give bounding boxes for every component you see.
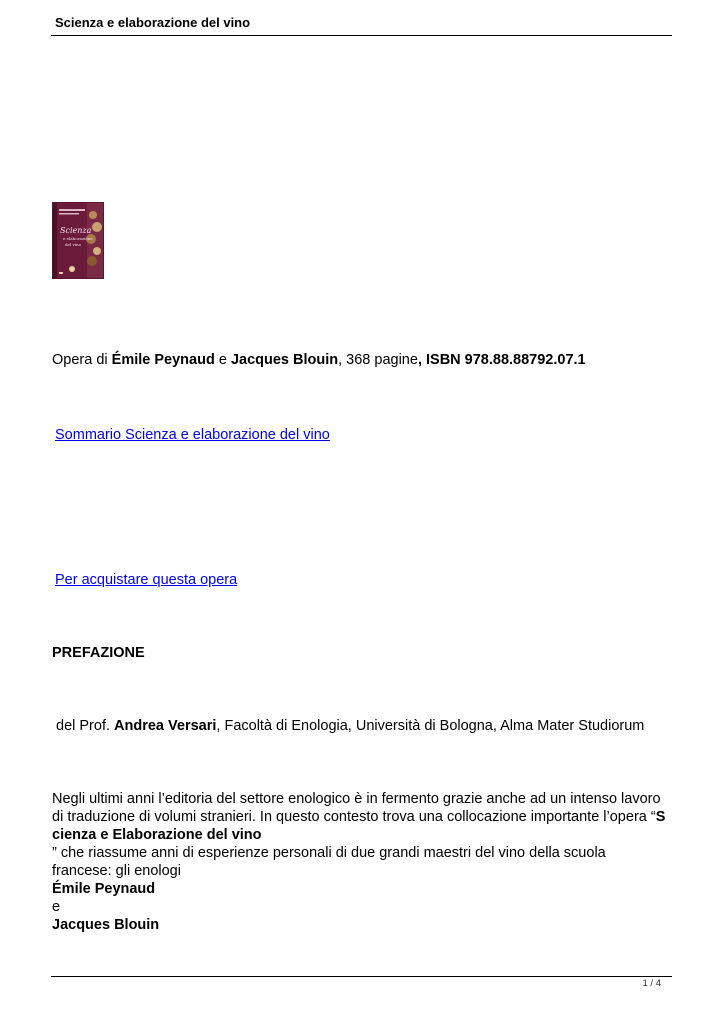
author-peynaud: Émile Peynaud	[52, 881, 156, 897]
preface-paragraph	[52, 790, 677, 934]
page-header-title: Scienza e elaborazione del vino	[55, 15, 251, 30]
preface-author-name: Andrea Versari	[114, 718, 217, 734]
book-cover-illustration	[53, 203, 103, 278]
paragraph-line	[52, 880, 677, 898]
buy-link[interactable]: Per acquistare questa opera	[55, 572, 238, 588]
svg-text:Scienza: Scienza	[60, 226, 92, 235]
isbn: , ISBN 978.88.88792.07.1	[417, 352, 586, 368]
paragraph-line: francese: gli enologi	[52, 863, 181, 879]
paragraph-line	[52, 826, 677, 844]
paragraph-line	[52, 808, 677, 826]
paragraph-line	[52, 916, 677, 934]
sommario-link[interactable]: Sommario Scienza e elaborazione del vino	[55, 427, 330, 443]
author-peynaud: Émile Peynaud	[111, 352, 215, 368]
preface-author-affiliation: , Facoltà di Enologia, Università di Bologna, Alma Mater Studiorum	[216, 718, 645, 734]
page-number: 1 / 4	[642, 978, 661, 989]
author-blouin: Jacques Blouin	[230, 352, 339, 368]
paragraph-text: di traduzione di volumi stranieri. In questo contesto trova una collocazione importante l’opera “	[52, 809, 656, 825]
paragraph-line: Negli ultimi anni l’editoria del settore enologico è in fermento grazie anche ad un intenso lavoro	[52, 791, 661, 807]
author-separator: e	[214, 352, 231, 368]
svg-text:del vino: del vino	[65, 242, 82, 247]
author-blouin: Jacques Blouin	[52, 917, 160, 933]
preface-author-prefix: del Prof.	[56, 718, 115, 734]
footer-rule	[51, 976, 672, 977]
header-rule	[51, 35, 672, 36]
paragraph-line: e	[52, 899, 61, 915]
paragraph-line: ” che riassume anni di esperienze personali di due grandi maestri del vino della scuola	[52, 845, 606, 861]
book-title-start: S	[655, 809, 666, 825]
preface-author-line	[56, 717, 644, 735]
section-heading-prefazione: PREFAZIONE	[52, 645, 145, 661]
book-cover-image	[52, 202, 104, 279]
opera-prefix: Opera di	[52, 352, 112, 368]
book-title-rest: cienza e Elaborazione del vino	[52, 827, 262, 843]
book-details-line	[52, 351, 586, 369]
svg-text:e elaborazione: e elaborazione	[63, 236, 93, 241]
page-count: , 368 pagine	[338, 352, 418, 368]
